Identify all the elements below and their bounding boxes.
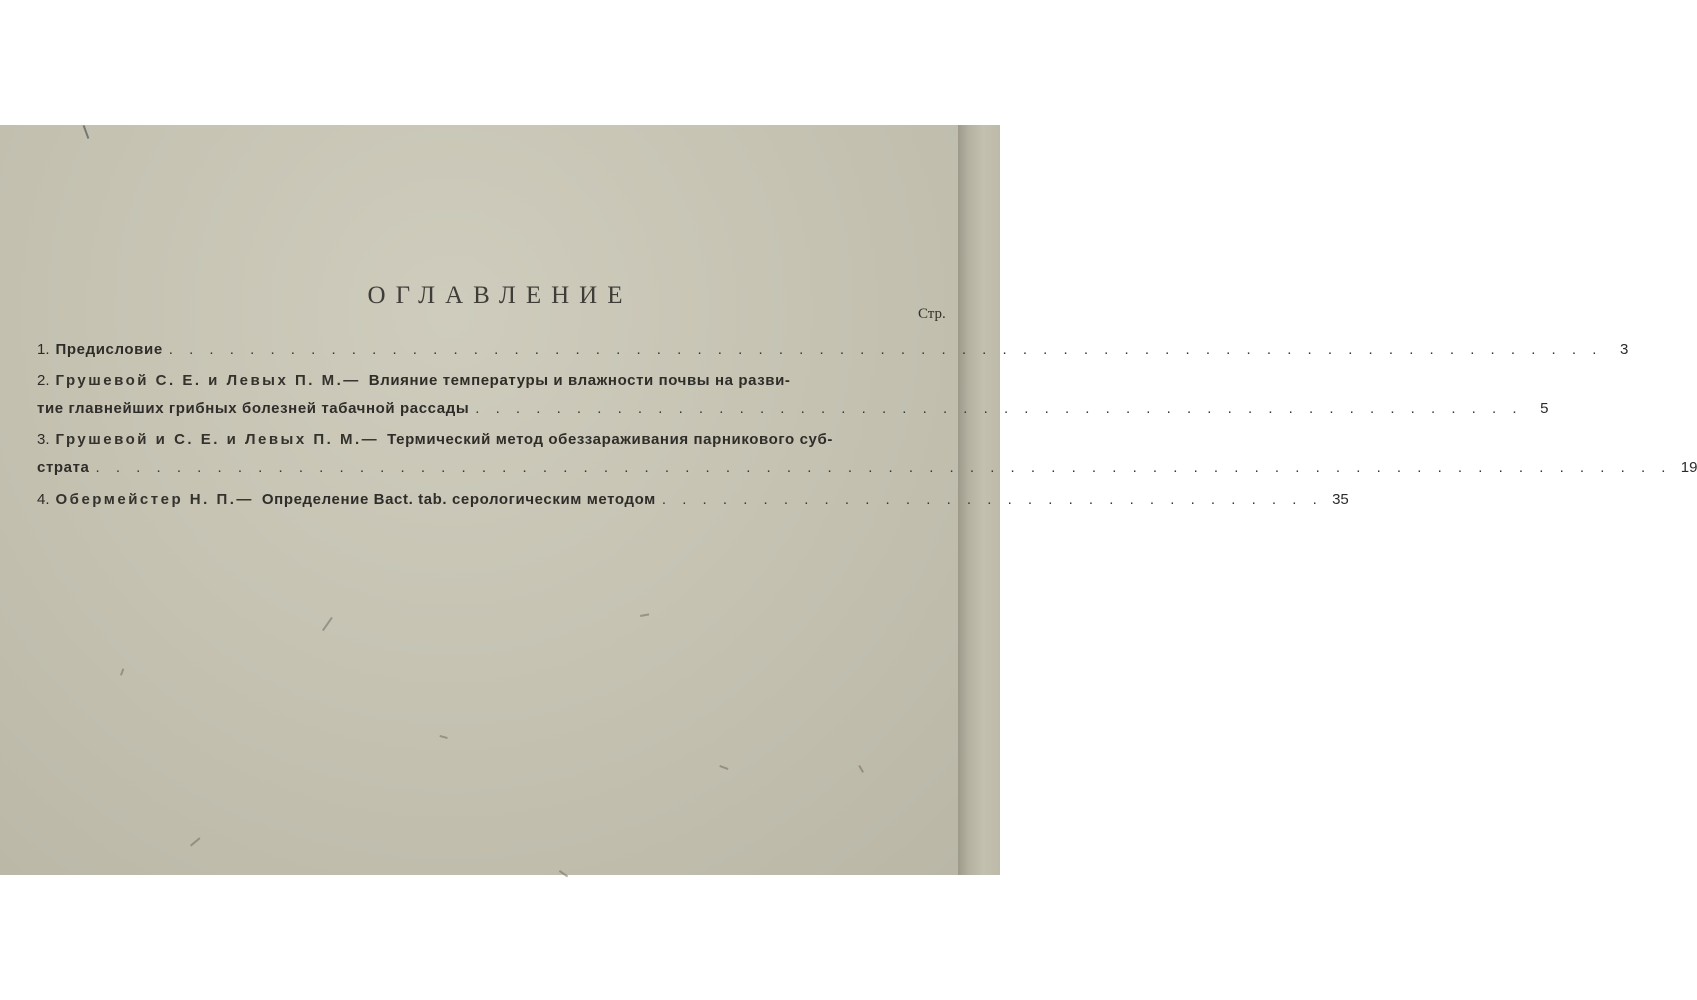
toc-entry xyxy=(37,486,1349,514)
toc-entry xyxy=(37,336,1629,364)
entry-number: 3. xyxy=(37,431,50,448)
paper-fiber xyxy=(120,668,124,675)
entry-author: Грушевой и С. Е. и Левых П. М.— xyxy=(55,431,380,448)
dot-leader: . . . . . . . . . . . . . . . . . . . . . . . . . . . . . . . . . . . . . . . . . . . . . . . . . . . . xyxy=(475,400,1523,417)
toc-entry xyxy=(37,367,1549,423)
dot-leader: . . . . . . . . . . . . . . . . . . . . . . . . . . . . . . . . . . . . . . . . . . . . . . . . . . . . . . . . . . . . . . . . . . . . . . . . . . . . . . xyxy=(95,459,1672,476)
entry-page: 19 xyxy=(1680,459,1697,476)
page-scratch-mark xyxy=(83,125,90,139)
photographed-page xyxy=(0,125,1697,875)
page-column-header: Стр. xyxy=(918,306,946,322)
entry-title-line: Предисловие xyxy=(55,341,163,358)
entry-author: Грушевой С. Е. и Левых П. М.— xyxy=(55,372,361,389)
entry-title-line: страта xyxy=(37,459,90,476)
paper-fiber xyxy=(719,765,728,769)
dot-leader: . . . . . . . . . . . . . . . . . . . . . . . . . . . . . . . . . xyxy=(661,491,1323,508)
entry-author: Обермейстер Н. П.— xyxy=(55,491,254,508)
paper-fiber xyxy=(559,870,568,877)
dot-leader: . . . . . . . . . . . . . . . . . . . . . . . . . . . . . . . . . . . . . . . . . . . . . . . . . . . . . . . . . . . . . . . . . . . . . . . xyxy=(168,341,1603,358)
entry-title-line: Определение Bact. tab. серологическим методом xyxy=(261,491,656,508)
entry-page: 5 xyxy=(1540,400,1549,417)
paper-fiber xyxy=(859,765,864,773)
paper-fiber xyxy=(190,837,200,846)
toc-title: ОГЛАВЛЕНИЕ xyxy=(367,282,633,309)
entry-title-line: тие главнейших грибных болезней табачной рассады xyxy=(37,400,470,417)
toc-entry xyxy=(37,426,1697,482)
entry-number: 4. xyxy=(37,491,50,508)
paper-fiber xyxy=(440,735,448,739)
entry-title-line: Влияние температуры и влажности почвы на разви- xyxy=(368,372,791,389)
entry-title-line: Термический метод обеззараживания парникового суб- xyxy=(387,431,833,448)
paper-fiber xyxy=(322,617,332,631)
paper-fiber xyxy=(640,613,649,616)
entry-number: 2. xyxy=(37,372,50,389)
entry-page: 35 xyxy=(1332,491,1349,508)
entry-page: 3 xyxy=(1620,341,1629,358)
entry-number: 1. xyxy=(37,341,50,358)
